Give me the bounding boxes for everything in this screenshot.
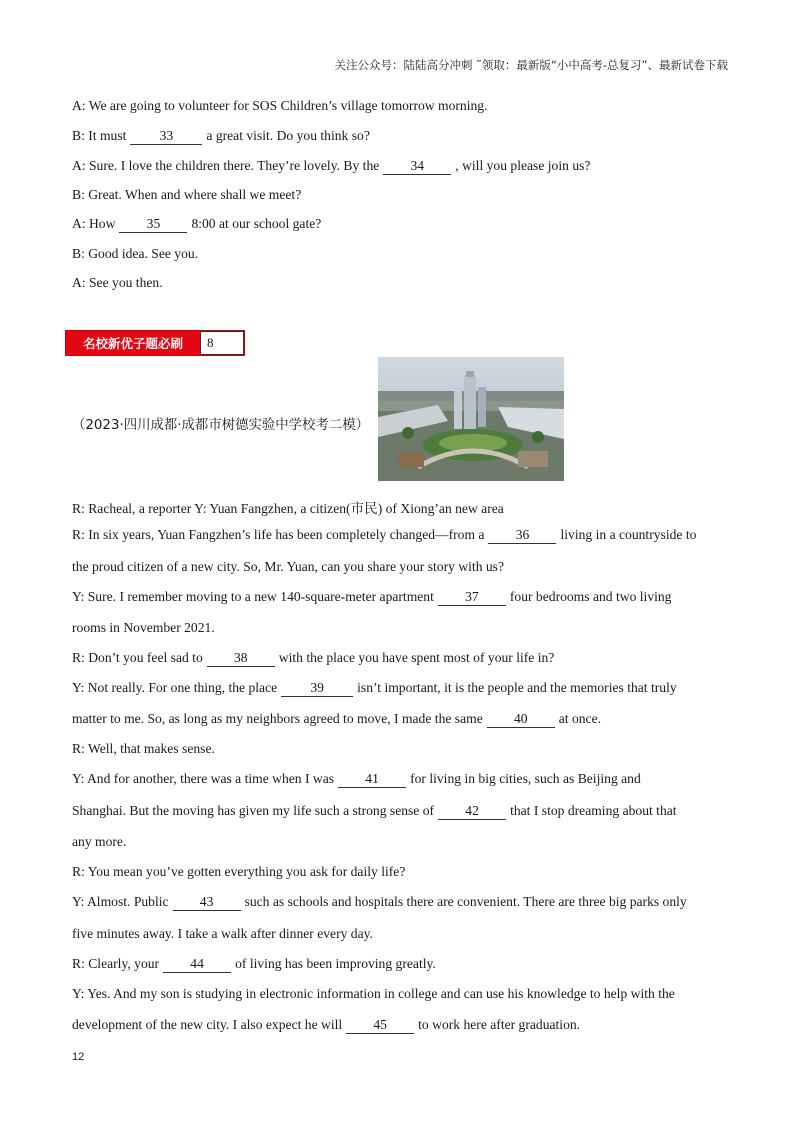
dialog-line: Shanghai. But the moving has given my life such a strong sense of 42 that I stop dreaming about that [72, 803, 677, 818]
dialog-line: Y: Yes. And my son is studying in electronic information in college and can use his knowledge to help with the [72, 986, 675, 1001]
dialog-line: the proud citizen of a new city. So, Mr. Yuan, can you share your story with us? [72, 559, 505, 574]
dialog-line: B: Good idea. See you. [72, 246, 199, 261]
answer-blank-34[interactable]: 34 [383, 159, 451, 175]
answer-blank-45[interactable]: 45 [346, 1018, 414, 1034]
section-badge [65, 330, 245, 356]
city-aerial-photo [378, 357, 564, 481]
answer-blank-35[interactable]: 35 [119, 217, 187, 233]
answer-blank-36[interactable]: 36 [488, 528, 556, 544]
dialog-line: Y: Sure. I remember moving to a new 140-square-meter apartment 37 four bedrooms and two living [72, 589, 672, 604]
dialog-line: rooms in November 2021. [72, 620, 215, 635]
dialog-line: R: In six years, Yuan Fangzhen’s life has been completely changed—from a 36 living in a countryside to [72, 527, 697, 542]
dialog-line: R: You mean you’ve gotten everything you ask for daily life? [72, 864, 406, 879]
question-source: （2023·四川成都·成都市树德实验中学校考二模） [72, 418, 370, 433]
dialog-line: Y: Not really. For one thing, the place 39 isn’t important, it is the people and the memories that truly [72, 680, 677, 695]
dialog-line: B: It must 33 a great visit. Do you think so? [72, 128, 370, 143]
answer-blank-33[interactable]: 33 [130, 129, 202, 145]
answer-blank-40[interactable]: 40 [487, 712, 555, 728]
dialog-line: B: Great. When and where shall we meet? [72, 187, 302, 202]
page-number: 12 [72, 1051, 85, 1063]
dialog-line: Y: Almost. Public 43 such as schools and hospitals there are convenient. There are three big parks only [72, 894, 687, 909]
answer-blank-37[interactable]: 37 [438, 590, 506, 606]
dialog-line: A: Sure. I love the children there. They’re lovely. By the 34 , will you please join us? [72, 158, 591, 173]
dialog-line: A: How 35 8:00 at our school gate? [72, 216, 322, 231]
answer-blank-44[interactable]: 44 [163, 957, 231, 973]
dialog-line: five minutes away. I take a walk after dinner every day. [72, 926, 373, 941]
answer-blank-41[interactable]: 41 [338, 772, 406, 788]
answer-blank-38[interactable]: 38 [207, 651, 275, 667]
dialog-line: R: Clearly, your 44 of living has been improving greatly. [72, 956, 436, 971]
answer-blank-42[interactable]: 42 [438, 804, 506, 820]
section-number: 8 [200, 331, 244, 355]
dialog-line: R: Don’t you feel sad to 38 with the place you have spent most of your life in? [72, 650, 555, 665]
section-label: 名校新优子题必刷 [66, 331, 200, 355]
dialog-line: development of the new city. I also expect he will 45 to work here after graduation. [72, 1017, 581, 1032]
dialog-line: any more. [72, 834, 127, 849]
dialog-line: A: We are going to volunteer for SOS Children’s village tomorrow morning. [72, 98, 488, 113]
page-header: 关注公众号：陆陆高分冲刺 ˜领取：最新版“小中高考-总复习”、最新试卷下载 [334, 58, 728, 72]
answer-blank-43[interactable]: 43 [173, 895, 241, 911]
dialog-line: matter to me. So, as long as my neighbors agreed to move, I made the same 40 at once. [72, 711, 602, 726]
dialog-line: R: Well, that makes sense. [72, 741, 215, 756]
answer-blank-39[interactable]: 39 [281, 681, 353, 697]
dialog-line: R: Racheal, a reporter Y: Yuan Fangzhen, a citizen(市民) of Xiong’an new area [72, 501, 504, 516]
dialog-line: Y: And for another, there was a time when I was 41 for living in big cities, such as Beijing and [72, 771, 641, 786]
dialog-line: A: See you then. [72, 275, 163, 290]
